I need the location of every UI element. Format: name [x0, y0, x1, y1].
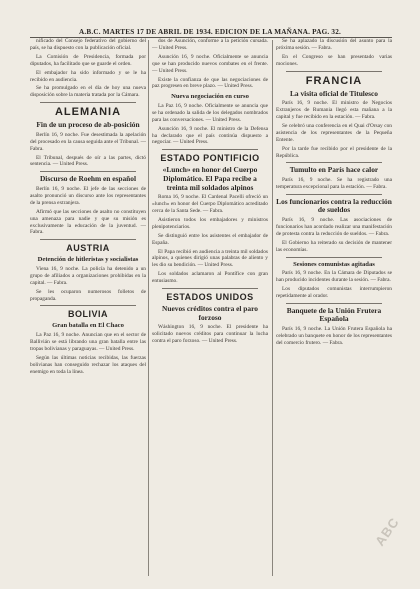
- article-paragraph: París 16, 9 noche. La Unión Frutera Española ha celebrado un banquete en honor de los representantes del comercio frutero. — Fabra.: [276, 326, 392, 346]
- article-paragraph: Asunción 16, 9 noche. Oficialmente se anuncia que se han producido nuevos combates en el frente. — United Press.: [152, 53, 268, 74]
- section-heading-alemania: ALEMANIA: [54, 106, 122, 119]
- article-paragraph: Existe la confianza de que las negociaciones de paz progresen en breve plazo. — United Press.: [152, 76, 268, 90]
- section-subheading-estado-pontificio: «Lunch» en honor del Cuerpo Diplomático. El Papa recibe a treinta mil soldados alpinos: [162, 165, 258, 192]
- section-separator: [286, 162, 382, 163]
- section-heading-estado-pontificio: ESTADO PONTIFICIO: [160, 153, 260, 164]
- section-heading-austria: AUSTRIA: [66, 243, 110, 254]
- section-separator: [40, 171, 136, 172]
- article-paragraph: Según las últimas noticias recibidas, las fuerzas bolivianas han conseguido rechazar los ataques del enemigo en toda la línea.: [30, 354, 146, 375]
- article-paragraph: Roma 16, 9 noche. El Cardenal Pacelli ofreció un «lunch» en honor del Cuerpo Diplomático acreditado cerca de la Santa Sede. — Fabra.: [152, 194, 268, 214]
- article-paragraph: Se distinguió entre los asistentes el embajador de España.: [152, 232, 268, 246]
- section-separator: [162, 288, 258, 289]
- article-negociacion: [152, 103, 268, 146]
- article-paragraph: Los diputados comunistas interrumpieron repetidamente al orador.: [276, 286, 392, 299]
- section-subheading-estados-unidos: Nuevos créditos contra el paro forzoso: [162, 304, 258, 322]
- section-heading-bolivia: BOLIVIA: [67, 309, 108, 320]
- article-paragraph: dos de Asunción, conforme a la petición cursada. — United Press.: [152, 38, 268, 51]
- article-discurso: [30, 186, 146, 236]
- section-subheading-negociacion: Nueva negociación en curso: [171, 93, 249, 101]
- column-divider-2: [272, 40, 273, 576]
- article-banquete: [276, 326, 392, 347]
- section-subheading-bolivia: Gran batalla en El Chaco: [52, 322, 124, 330]
- column-2: [152, 38, 268, 578]
- section-separator: [286, 257, 382, 258]
- article-austria: [30, 266, 146, 303]
- article-paragraph: Se ha promulgado en el día de hoy una nueva disposición sobre la materia tratada por la Cámara.: [30, 85, 146, 99]
- article-paragraph: El embajador ha sido informado y se le ha recibido en audiencia.: [30, 69, 146, 83]
- article-paragraph: nificado del Consejo federativo del gobierno del país, se ha dispuesto con la publicación oficial.: [30, 38, 146, 51]
- article-paragraph: Se celebró una conferencia en el Quai d'Orsay con asistencia de los representantes de la Pequeña Entente.: [276, 122, 392, 143]
- article-sesiones: [276, 270, 392, 300]
- column-3-top: [276, 38, 392, 68]
- article-paragraph: Se ha aplazado la discusión del asunto para la próxima sesión. — Fabra.: [276, 38, 392, 51]
- section-heading-sesiones: Sesiones comunistas agitadas: [293, 260, 375, 268]
- section-separator: [40, 305, 136, 306]
- article-paragraph: Viena 16, 9 noche. La policía ha detenido a un grupo de afiliados a organizaciones prohibidas en la capital. — Fabra.: [30, 265, 146, 286]
- article-estados-unidos: [152, 324, 268, 345]
- article-paragraph: Berlín 16, 9 noche. Fue desestimada la apelación del procesado en la causa seguida ante el Tribunal. — Fabra.: [30, 131, 146, 152]
- article-paragraph: Wáshington 16, 9 noche. El presidente ha solicitado nuevos créditos para continuar la lucha contra el paro forzoso. — United Press.: [152, 324, 268, 345]
- article-alemania: [30, 132, 146, 169]
- article-paragraph: Berlín 16, 9 noche. El jefe de las secciones de asalto pronunció un discurso ante los representantes de la prensa extranjera.: [30, 185, 146, 206]
- section-heading-calor: Tumulto en París hace calor: [289, 165, 379, 175]
- section-subheading-austria: Detención de hitleristas y socialistas: [37, 256, 139, 264]
- section-separator: [286, 194, 382, 195]
- article-estado-pontificio: [152, 194, 268, 285]
- article-funcionarios: [276, 217, 392, 254]
- article-paragraph: El Papa recibió en audiencia a treinta mil soldados alpinos, a quienes dirigió unas palabras de aliento y les dio su bendición. — United Press.: [152, 248, 268, 269]
- article-bolivia: [30, 332, 146, 375]
- column-3: [276, 38, 392, 578]
- section-separator: [162, 149, 258, 150]
- section-subheading-alemania: Fin de un proceso de ab-posición: [36, 120, 140, 130]
- section-heading-funcionarios: Los funcionarios contra la reducción de sueldos: [276, 196, 392, 215]
- section-separator: [40, 102, 136, 103]
- article-paragraph: El Gobierno ha reiterado su decisión de mantener las economías.: [276, 239, 392, 253]
- article-paragraph: Se les ocuparon numerosos folletos de propaganda.: [30, 288, 146, 302]
- article-paragraph: El Tribunal, después de oír a las partes, dictó sentencia. — United Press.: [30, 154, 146, 168]
- article-paragraph: Afirmó que las secciones de asalto no constituyen una amenaza para nadie y que su misión es exclusivamente la educación de la juventud. — Fabra.: [30, 208, 146, 236]
- abc-watermark: ABC: [372, 514, 403, 549]
- section-heading-banquete: Banquete de la Unión Frutera Española: [286, 305, 382, 324]
- column-1-intro: [30, 38, 146, 99]
- article-paragraph: París 16, 9 noche. Las asociaciones de funcionarios han acordado realizar una manifestación de protesta contra la reducción de sueldos. — Fabra.: [276, 217, 392, 237]
- section-separator: [286, 71, 382, 72]
- section-separator: [286, 303, 382, 304]
- article-paragraph: Por la tarde fue recibido por el presidente de la República.: [276, 145, 392, 159]
- article-paragraph: París 16, 9 noche. En la Cámara de Diputados se han producido incidentes durante la sesión. — Fabra.: [276, 270, 392, 284]
- article-paragraph: La Paz 16, 9 noche. Anuncian que en el sector de Ballivián se está librando una gran batalla entre las tropas bolivianas y paraguayas. — United Press.: [30, 332, 146, 352]
- column-1: [30, 38, 146, 578]
- article-francia: [276, 100, 392, 159]
- column-divider-1: [148, 40, 149, 576]
- article-paragraph: Asistieron todos los embajadores y ministros plenipotenciarios.: [152, 216, 268, 230]
- article-paragraph: La Paz 16, 9 noche. Oficialmente se anuncia que se ha ordenado la salida de los delegados nombrados para las conversaciones. — United Press.: [152, 102, 268, 123]
- article-paragraph: Los soldados aclamaron al Pontífice con gran entusiasmo.: [152, 271, 268, 285]
- section-subheading-francia: La visita oficial de Titulesco: [289, 88, 378, 98]
- section-heading-francia: FRANCIA: [305, 74, 363, 87]
- article-paragraph: En el Congreso se han presentado varias mociones.: [276, 53, 392, 67]
- article-paragraph: París 16, 9 noche. Se ha registrado una temperatura excepcional para la estación. — Fabra.: [276, 177, 392, 190]
- section-separator: [40, 239, 136, 240]
- section-heading-estados-unidos: ESTADOS UNIDOS: [166, 292, 254, 303]
- article-paragraph: París 16, 9 noche. El ministro de Negocios Extranjeros de Rumania llegó esta mañana a la capital y fue recibido en la estación. — Fabra.: [276, 100, 392, 121]
- article-calor: [276, 177, 392, 191]
- section-heading-discurso: Discurso de Roehm en español: [39, 174, 137, 184]
- article-paragraph: Asunción 16, 9 noche. El ministro de la Defensa ha declarado que el país continúa dispuesto a negociar. — United Press.: [152, 125, 268, 146]
- column-2-top: [152, 38, 268, 90]
- page-header: A.B.C. MARTES 17 DE ABRIL DE 1934. EDICION DE LA MAÑANA. PAG. 32.: [78, 28, 341, 36]
- article-paragraph: La Comisión de Presidencia, formada por diputados, ha facilitado que se guarde el orden.: [30, 53, 146, 67]
